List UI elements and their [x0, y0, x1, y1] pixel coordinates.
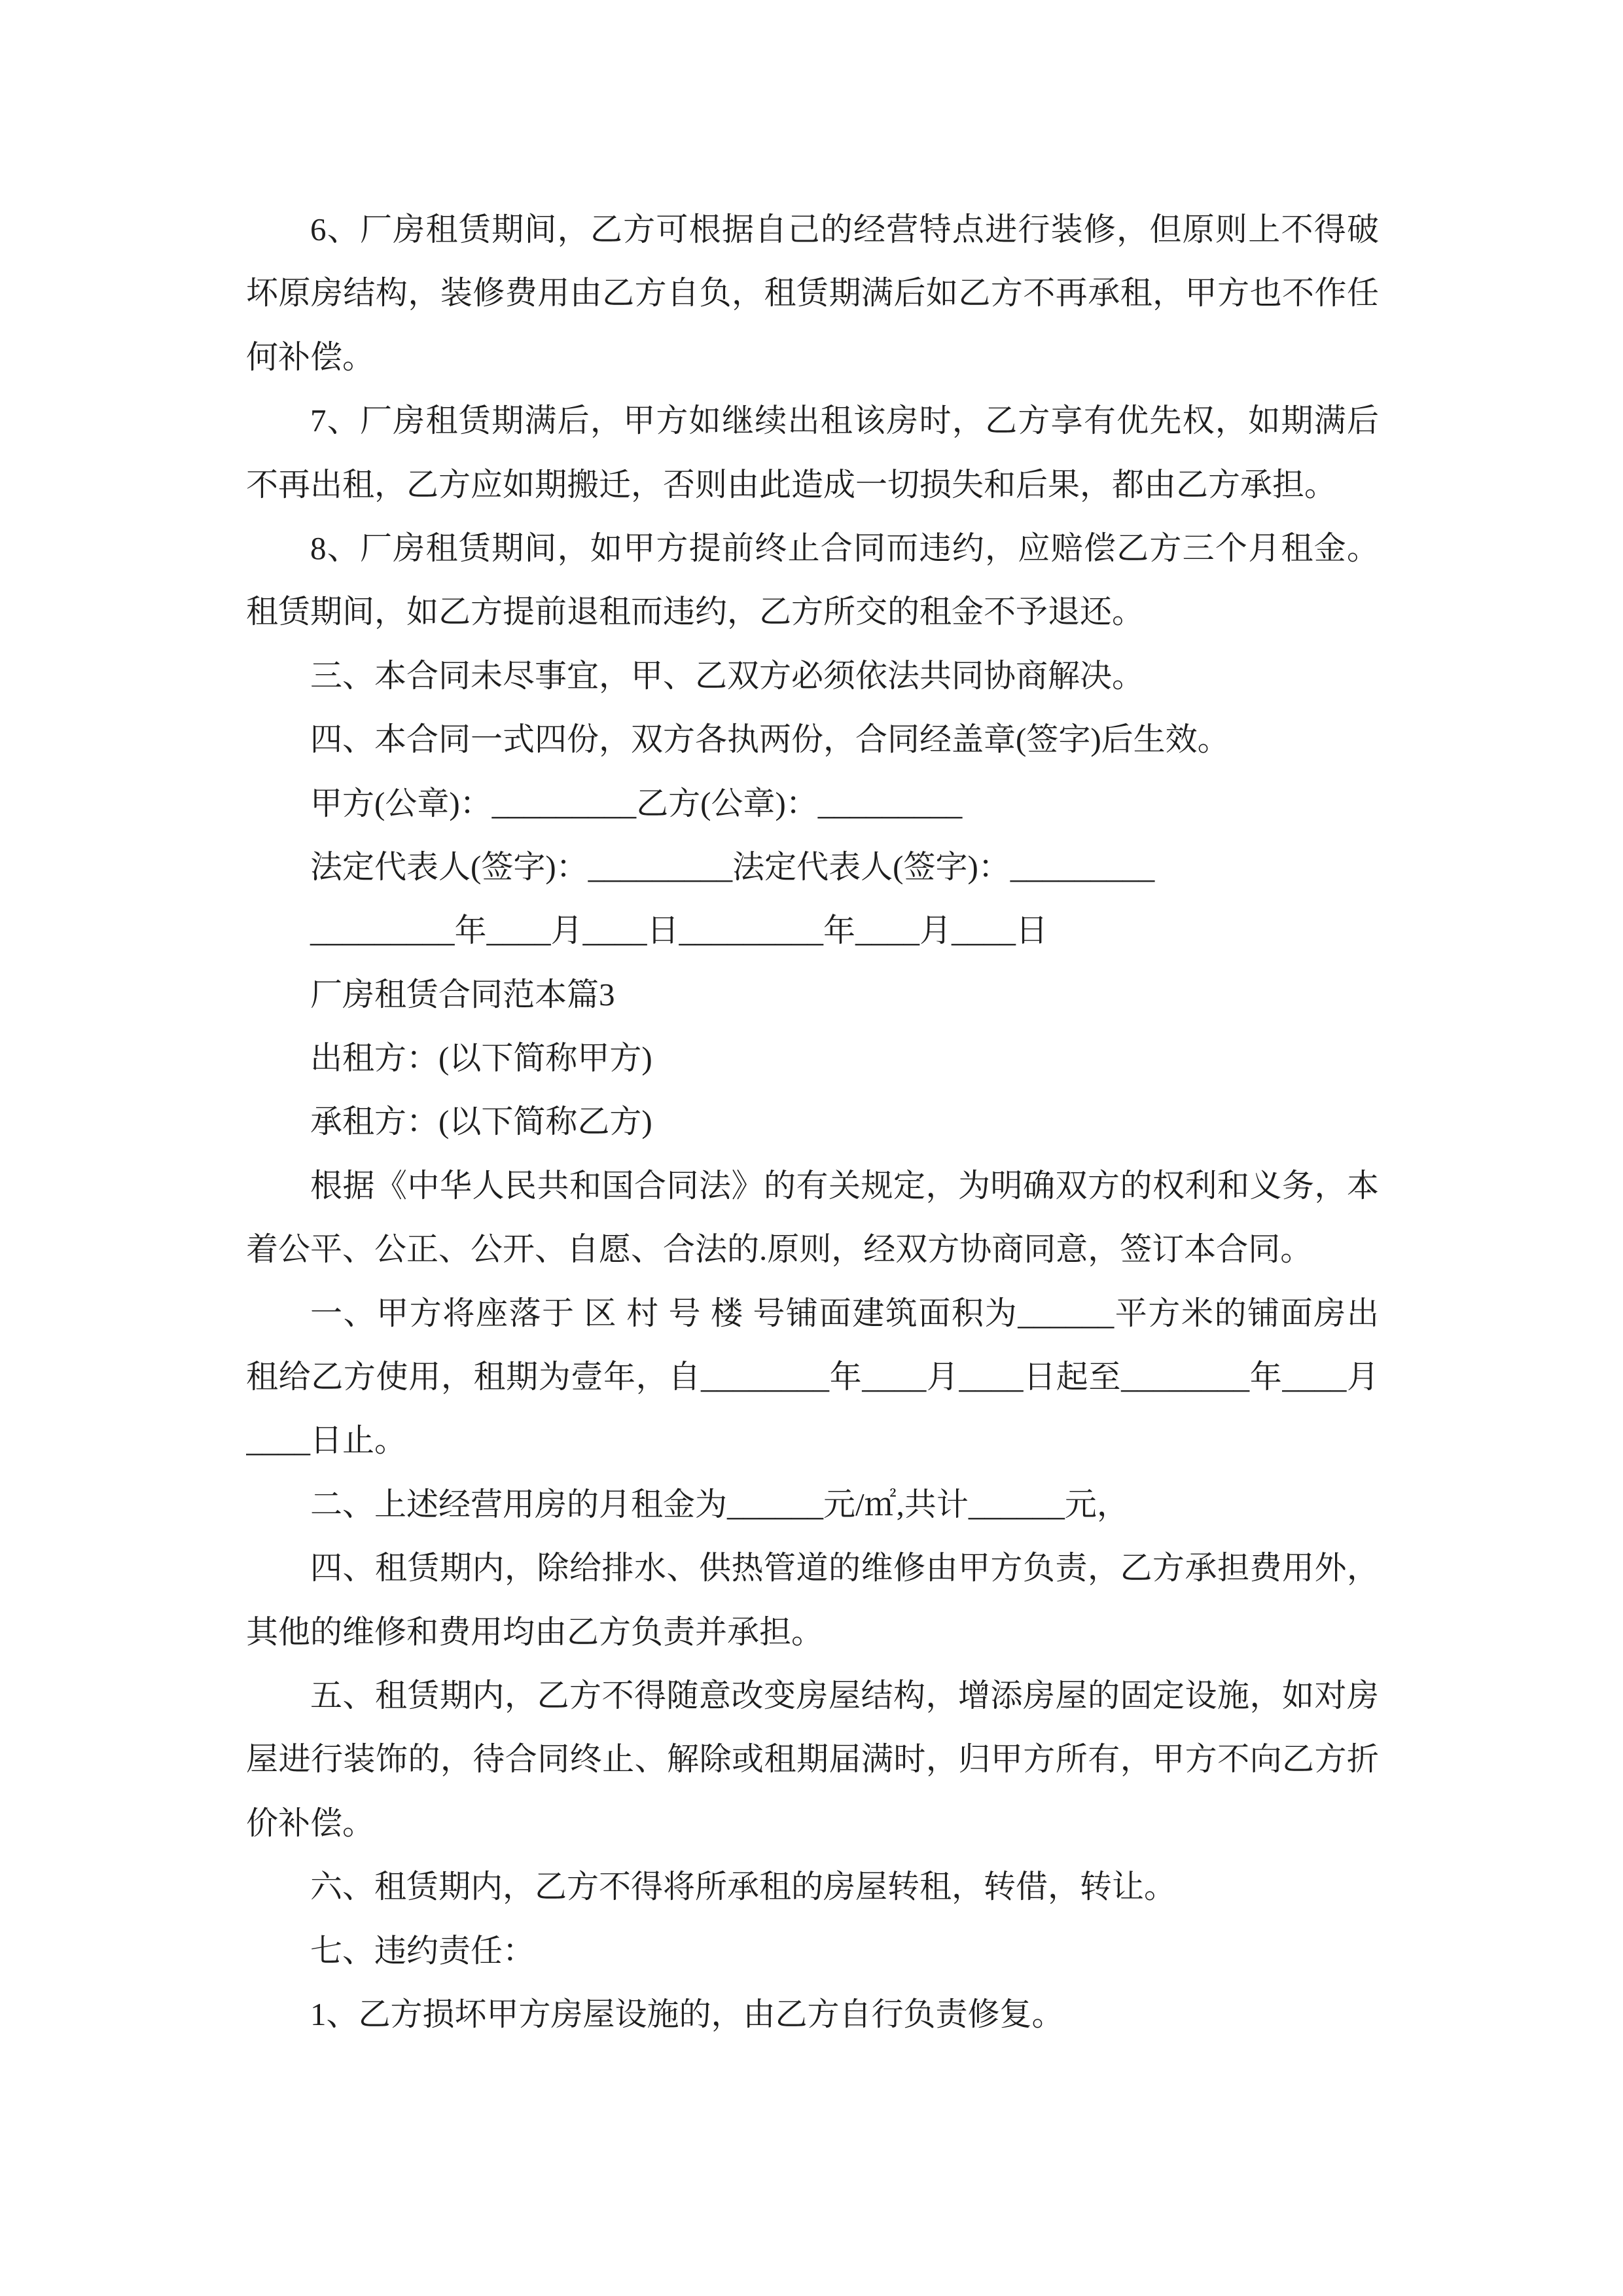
- paragraph-line: 五、租赁期内，乙方不得随意改变房屋结构，增添房屋的固定设施，如对房: [310, 1677, 1379, 1713]
- paragraph-line: 屋进行装饰的，待合同终止、解除或租期届满时，归甲方所有，甲方不向乙方折: [246, 1741, 1379, 1778]
- paragraph-line: 一、甲方将座落于 区 村 号 楼 号铺面建筑面积为______平方米的铺面房出: [310, 1295, 1379, 1331]
- lessee-line: [246, 1090, 1379, 1153]
- article-1-premises: [246, 1282, 1379, 1473]
- paragraph-line: 坏原房结构，装修费用由乙方自负，租赁期满后如乙方不再承租，甲方也不作任: [246, 275, 1379, 312]
- section-3-unresolved-matters: [246, 644, 1379, 708]
- signature-line: 甲方(公章)：_________乙方(公章)：_________: [310, 785, 963, 821]
- paragraph-line: 8、厂房租赁期间，如甲方提前终止合同而违约，应赔偿乙方三个月租金。: [310, 529, 1379, 566]
- signature-representatives: [246, 835, 1379, 899]
- clause-7-priority-renewal: [246, 389, 1379, 516]
- section-4-copies: [246, 708, 1379, 771]
- paragraph-line: 六、租赁期内，乙方不得将所承租的房屋转租，转借，转让。: [310, 1869, 1177, 1905]
- lessor-line: [246, 1026, 1379, 1090]
- paragraph-line: 四、本合同一式四份，双方各执两份，合同经盖章(签字)后生效。: [310, 721, 1230, 758]
- paragraph-line: 不再出租，乙方应如期搬迁，否则由此造成一切损失和后果，都由乙方承担。: [246, 466, 1337, 503]
- article-6-sublet: [246, 1855, 1379, 1918]
- signature-line: 法定代表人(签字)：_________法定代表人(签字)：_________: [310, 848, 1155, 885]
- preamble: [246, 1154, 1379, 1282]
- paragraph-line: 三、本合同未尽事宜，甲、乙双方必须依法共同协商解决。: [310, 657, 1145, 694]
- signature-seals: [246, 772, 1379, 835]
- article-5-alterations: [246, 1664, 1379, 1855]
- paragraph-line: 租给乙方使用，租期为壹年，自________年____月____日起至________年____月: [246, 1359, 1379, 1395]
- paragraph-line: 1、乙方损坏甲方房屋设施的，由乙方自行负责修复。: [310, 1996, 1064, 2032]
- article-4-maintenance: [246, 1536, 1379, 1664]
- date-line: _________年____月____日_________年____月____日: [310, 912, 1048, 949]
- paragraph-line: 6、厂房租赁期间，乙方可根据自己的经营特点进行装修，但原则上不得破: [310, 211, 1379, 247]
- paragraph-line: 四、租赁期内，除给排水、供热管道的维修由甲方负责，乙方承担费用外，: [310, 1550, 1379, 1587]
- paragraph-line: 二、上述经营用房的月租金为______元/㎡,共计______元，: [310, 1486, 1129, 1522]
- article-7-breach-heading: [246, 1919, 1379, 1982]
- paragraph-line: 何补偿。: [246, 338, 375, 375]
- document-body: [246, 198, 1379, 2046]
- paragraph-line: 其他的维修和费用均由乙方负责并承担。: [246, 1613, 824, 1650]
- paragraph-line: 价补偿。: [246, 1804, 375, 1841]
- clause-8-early-termination: [246, 516, 1379, 644]
- breach-item-1: [246, 1982, 1379, 2046]
- clause-6-renovation: [246, 198, 1379, 389]
- party-line: 承租方：(以下简称乙方): [310, 1103, 652, 1140]
- party-line: 出租方：(以下简称甲方): [310, 1040, 652, 1077]
- paragraph-line: ____日止。: [246, 1422, 407, 1459]
- paragraph-line: 七、违约责任：: [310, 1932, 535, 1969]
- paragraph-line: 根据《中华人民共和国合同法》的有关规定，为明确双方的权利和义务，本: [310, 1167, 1379, 1204]
- article-2-rent: [246, 1473, 1379, 1536]
- contract-3-title: [246, 963, 1379, 1026]
- paragraph-line: 租赁期间，如乙方提前退租而违约，乙方所交的租金不予退还。: [246, 594, 1145, 630]
- section-title: 厂房租赁合同范本篇3: [310, 976, 615, 1013]
- signature-dates: [246, 899, 1379, 962]
- paragraph-line: 7、厂房租赁期满后，甲方如继续出租该房时，乙方享有优先权，如期满后: [310, 403, 1379, 439]
- paragraph-line: 着公平、公正、公开、自愿、合法的.原则，经双方协商同意，签订本合同。: [246, 1231, 1313, 1268]
